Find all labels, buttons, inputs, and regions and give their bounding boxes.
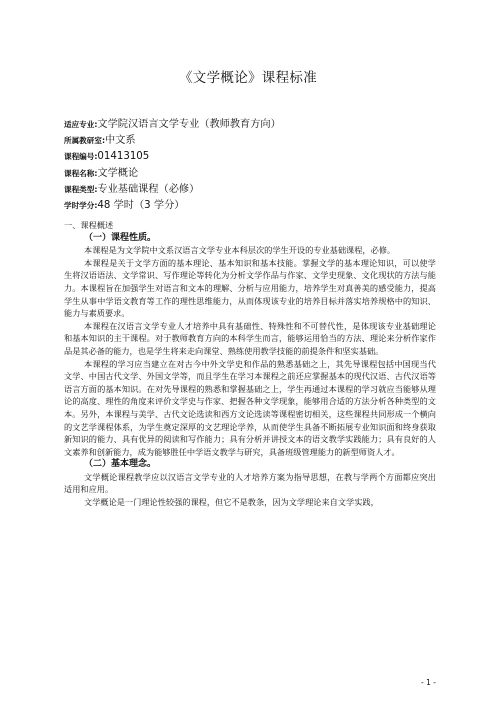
paragraph: 本课程是关于文学方面的基本理论、基本知识和基本技能。掌握文学的基本理论知识，可以使学生将汉语语法、文学常识、写作理论等转化为分析文学作品与作家、文学史现象、文化现状的方法与能力。本课程旨在加强学生对语言和文本的理解、分析与应用能力，培养学生对真善美的感受能力，提高学生从事中学语文教育等工作的理性思维能力，从而体现该专业的培养目标并落实培养规格中的知识、能力与素质要求。 bbox=[64, 257, 436, 319]
subsection-heading-nature bbox=[64, 232, 436, 245]
course-info bbox=[64, 114, 444, 211]
info-label: 课程类型: bbox=[64, 184, 98, 194]
info-label: 适应专业: bbox=[64, 120, 98, 129]
subsection-label: （二）基本理念。 bbox=[84, 459, 157, 470]
info-row-hours bbox=[64, 195, 444, 211]
info-label: 学时学分: bbox=[64, 200, 98, 210]
info-value: 48 学时（3 学分） bbox=[97, 199, 185, 211]
info-row-office bbox=[64, 130, 444, 146]
page-number: - 1 - bbox=[421, 678, 436, 687]
paragraph: 本课程的学习应当建立在对古今中外文学史和作品的熟悉基础之上，其先导课程包括中国现当代文学、中国古代文学、外国文学等，而且学生在学习本课程之前还应掌握基本的现代汉语、古代汉语等语言方面的基本知识。在对先导课程的熟悉和掌握基础之上，学生再通过本课程的学习就应当能够从理论的高度、理性的角度来评价文学史与作家、把握各种文学现象，能够用合适的方法分析各种类型的文本。另外，本课程与美学、古代文论选读和西方文论选读等课程密切相关，这些课程共同形成一个横向的文艺学课程体系，为学生奠定深厚的文艺理论学养，从而使学生具备不断拓展专业知识面和终身获取新知识的能力、具有优异的阅读和写作能力；具有分析并讲授文本的语文教学实践能力；具有良好的人文素养和创新能力，成为能够胜任中学语文教学与研究，具备班级管理能力的新型师资人才。 bbox=[64, 358, 436, 457]
subsection-heading-concept bbox=[64, 458, 436, 471]
paragraph: 本课程在汉语言文学专业人才培养中具有基础性、特殊性和不可替代性，是体现该专业基础理论和基本知识的主干课程。对于教师教育方向的本科学生而言，能够运用恰当的方法、理论来分析作家作品是其必备的能力，也是学生将来走向课堂、熟练使用教学技能的前提条件和坚实基础。 bbox=[64, 320, 436, 356]
paragraph: 文学概论课程教学应以汉语言文学专业的人才培养方案为指导思想，在教与学两个方面都应突出适用和应用。 bbox=[64, 471, 436, 495]
paragraph: 本课程是为文学院中文系汉语言文学专业本科层次的学生开设的专业基础课程，必修。 bbox=[84, 245, 396, 256]
info-value: 专业基础课程（必修） bbox=[97, 183, 200, 195]
document-body bbox=[64, 219, 436, 509]
info-value: 文学概论 bbox=[97, 167, 139, 179]
info-value: 中文系 bbox=[105, 135, 136, 147]
info-label: 课程名称: bbox=[64, 168, 98, 178]
paragraph: 文学概论是一门理论性较强的课程，但它不是教条，因为文学理论来自文学实践， bbox=[84, 497, 379, 508]
info-label: 所属教研室: bbox=[64, 136, 106, 146]
info-label: 课程编号: bbox=[64, 152, 98, 162]
document-title: 《文学概论》课程标准 bbox=[179, 70, 317, 86]
info-row-name bbox=[64, 163, 444, 179]
info-row-code bbox=[64, 146, 444, 162]
subsection-label: （一）课程性质。 bbox=[84, 232, 157, 243]
info-row-major bbox=[64, 114, 444, 130]
section-heading-overview: 一、课程概述 bbox=[64, 220, 114, 230]
info-value: 01413105 bbox=[97, 151, 150, 163]
info-row-type bbox=[64, 179, 444, 195]
info-value: 文学院汉语言文学专业（教师教育方向） bbox=[97, 119, 281, 130]
